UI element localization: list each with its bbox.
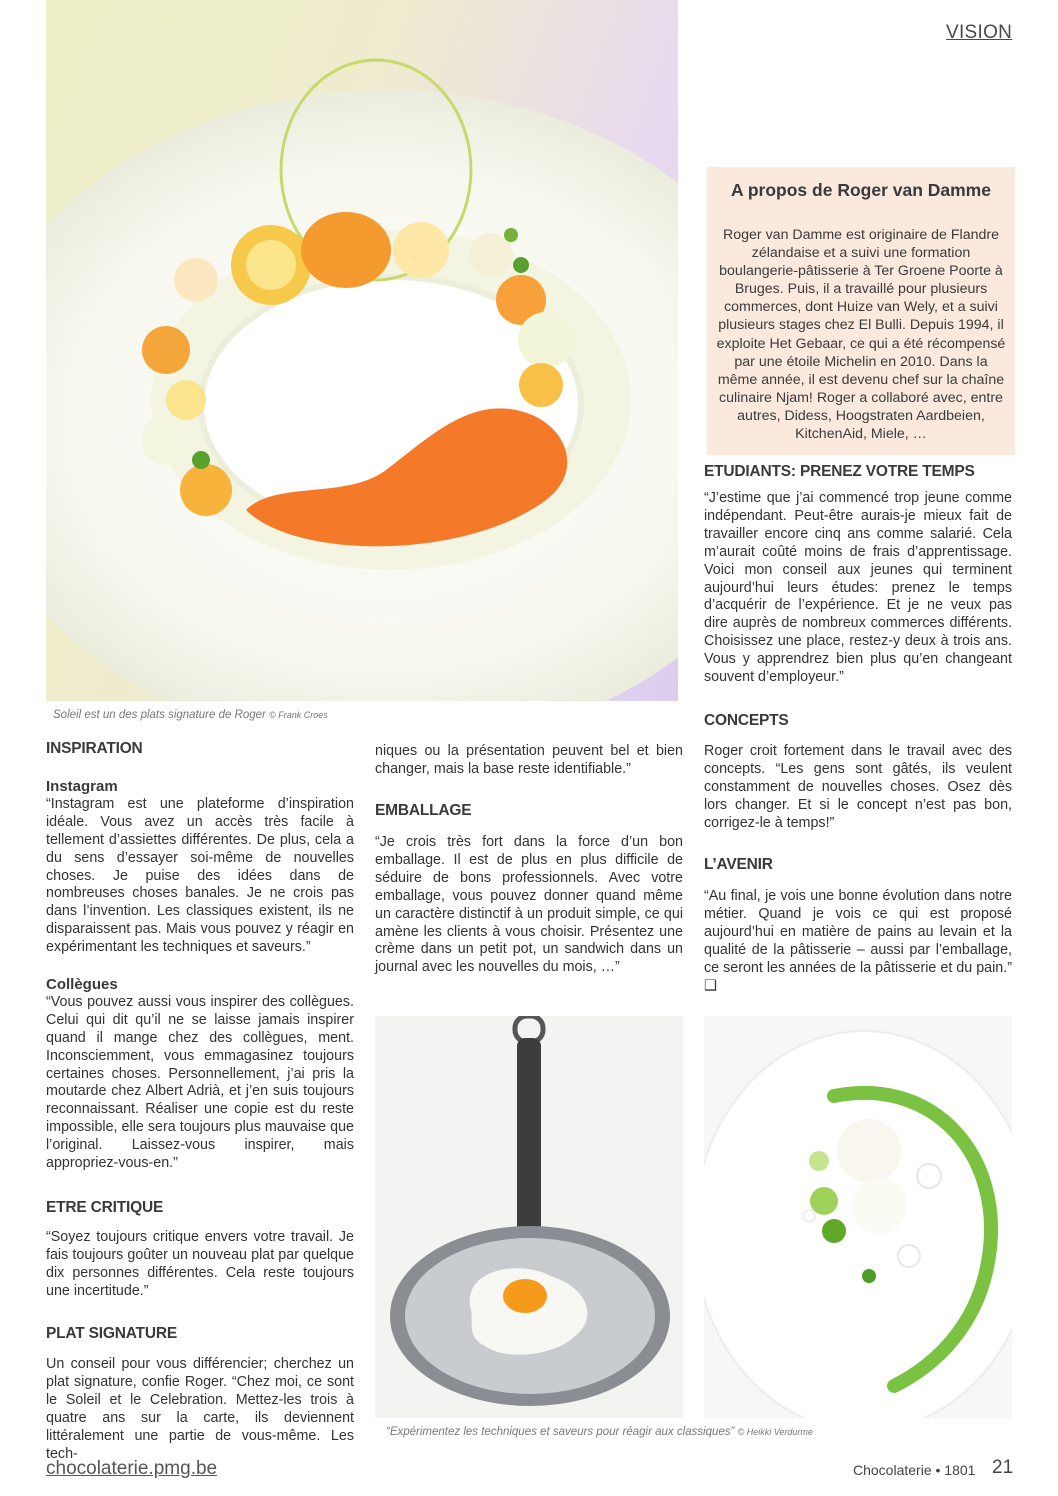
- photo-pan-egg: [375, 1016, 683, 1418]
- concepts-text-block: [704, 743, 1012, 833]
- subheading-instagram: Instagram: [46, 778, 118, 795]
- avenir-heading-block: [704, 856, 1012, 874]
- footer-page-number: 21: [992, 1457, 1014, 1478]
- etudiants-heading-block: [704, 463, 1012, 481]
- heading-inspiration: INSPIRATION: [46, 740, 143, 757]
- sidebar-title: A propos de Roger van Damme: [731, 180, 991, 200]
- hero-caption-credit: © Frank Croes: [269, 710, 328, 720]
- etudiants-text-block: [704, 490, 1012, 687]
- hero-caption-text: Soleil est un des plats signature de Roger: [53, 709, 266, 721]
- critique-text-block: [46, 1229, 354, 1301]
- instagram-block: [46, 778, 354, 957]
- bottom-caption: [386, 1426, 813, 1438]
- text-critique: “Soyez toujours critique envers votre travail. Je fais toujours goûter un nouveau plat par quelque dix personnes différentes. Cela reste toujours une incertitude.”: [46, 1229, 354, 1299]
- text-emballage: “Je crois très fort dans la force d’un bon emballage. Il est de plus en plus difficile de séduire de bons professionnels. Avec votre emballage, vous pouvez donner quand même un caractère distinctif à un produit simple, ce qui amène les clients à vous choisir. Présentez une crème dans un petit pot, un sandwich dans un journal avec les nouvelles du mois, …”: [375, 834, 683, 976]
- signature-block: [46, 1325, 354, 1343]
- text-avenir: “Au final, je vois une bonne évolution dans notre métier. Quand je vois ce qui est proposé aujourd’hui en matière de pains au levain et la qualité de la pâtisserie – aussi par l’emballage, ce seront les années de la pâtisserie et du pain.”: [704, 888, 1012, 976]
- hero-caption: [53, 709, 328, 721]
- signature-text-block: [46, 1356, 354, 1463]
- heading-inspiration-block: [46, 740, 354, 758]
- sidebar-body: Roger van Damme est originaire de Flandre zélandaise et a suivi une formation boulangerie-pâtisserie à Ter Groene Poorte à Bruges. Puis, il a travaillé pour plusieurs commerces, dont Huize van Wely, et a suivi plusieurs stages chez El Bulli. Depuis 1994, il exploite Het Gebaar, ce qui a été récompensé par une étoile Michelin en 2010. Dans la même année, il est devenu chef sur la chaîne culinaire Njam! Roger a collaboré avec, entre autres, Didess, Hoogstraten Aardbeien, KitchenAid, Miele, …: [716, 227, 1006, 443]
- footer-magazine: Chocolaterie • 1801: [853, 1462, 976, 1478]
- text-continuation: niques ou la présentation peuvent bel et bien changer, mais la base reste identifiable.”: [375, 743, 683, 777]
- footer-url-link[interactable]: chocolaterie.pmg.be: [46, 1458, 218, 1479]
- subheading-collegues: Collègues: [46, 976, 118, 993]
- photo-green-dessert: [704, 1016, 1012, 1418]
- end-mark-icon: ❑: [704, 977, 717, 994]
- text-instagram: “Instagram est une plateforme d’inspiration idéale. Vous avez un accès très facile à tellement d’assiettes différentes. De plus, cela a du sens d’essayer soi-même de nouvelles choses. Je puise des idées dans de nombreuses choses banales. Je ne crois pas dans l’invention. Les classiques existent, ils ne disparaissent pas. Mais vous pouvez y réagir en expérimentant les techniques et saveurs.”: [46, 795, 354, 956]
- emballage-heading-block: [375, 802, 683, 820]
- heading-concepts: CONCEPTS: [704, 712, 789, 729]
- section-label: VISION: [946, 22, 1013, 43]
- heading-critique: ETRE CRITIQUE: [46, 1199, 164, 1216]
- heading-signature: PLAT SIGNATURE: [46, 1325, 177, 1342]
- hero-photo-soleil: [46, 0, 678, 701]
- avenir-text-block: [704, 888, 1012, 995]
- heading-avenir: L’AVENIR: [704, 856, 773, 873]
- text-concepts: Roger croit fortement dans le travail avec des concepts. “Les gens sont gâtés, ils veulent constamment de nouvelles choses. Osez dès lors changer. Et si le concept n’est pas bon, corrigez-le à temps!”: [704, 743, 1012, 831]
- concepts-heading-block: [704, 712, 1012, 730]
- bottom-caption-credit: © Heikki Verdurme: [737, 1427, 813, 1437]
- continuation-block: [375, 743, 683, 779]
- critique-block: [46, 1199, 354, 1217]
- collegues-block: [46, 976, 354, 1173]
- emballage-text-block: [375, 834, 683, 977]
- text-collegues: “Vous pouvez aussi vous inspirer des collègues. Celui qui dit qu’il ne se laisse jamais inspirer quand il mange chez des collègues, ment. Inconsciemment, vous emmagasinez toujours certaines choses. Personnellement, j’ai pris la moutarde chez Albert Adrià, et j’en suis toujours reconnaissant. Réaliser une copie est du reste impossible, elle sera toujours plus mauvaise que l’original. Laissez-vous inspirer, mais appropriez-vous-en.”: [46, 993, 354, 1172]
- text-etudiants: “J’estime que j’ai commencé trop jeune comme indépendant. Peut-être aurais-je mieux fait de travailler encore cinq ans comme salarié. Cela m’aurait coûté moins de frais d’apprentissage. Voici mon conseil aux jeunes qui terminent aujourd’hui leurs études: prenez le temps d’acquérir de l’expérience. Et je ne veux pas dire auprès de nombreux commerces différents. Choisissez une place, restez-y deux à trois ans. Vous y apprendrez bien plus qu’en changeant souvent d’employeur.”: [704, 490, 1012, 686]
- bottom-caption-text: “Expérimentez les techniques et saveurs pour réagir aux classiques”: [386, 1426, 735, 1438]
- text-signature: Un conseil pour vous différencier; cherchez un plat signature, confie Roger. “Chez moi, ce sont le Soleil et le Celebration. Mettez-les trois à quatre ans sur la carte, ils deviennent littéralement une partie de vous-même. Les tech-: [46, 1356, 354, 1462]
- sidebar-about-roger: [707, 167, 1015, 455]
- heading-etudiants: ETUDIANTS: PRENEZ VOTRE TEMPS: [704, 463, 975, 480]
- heading-emballage: EMBALLAGE: [375, 802, 472, 819]
